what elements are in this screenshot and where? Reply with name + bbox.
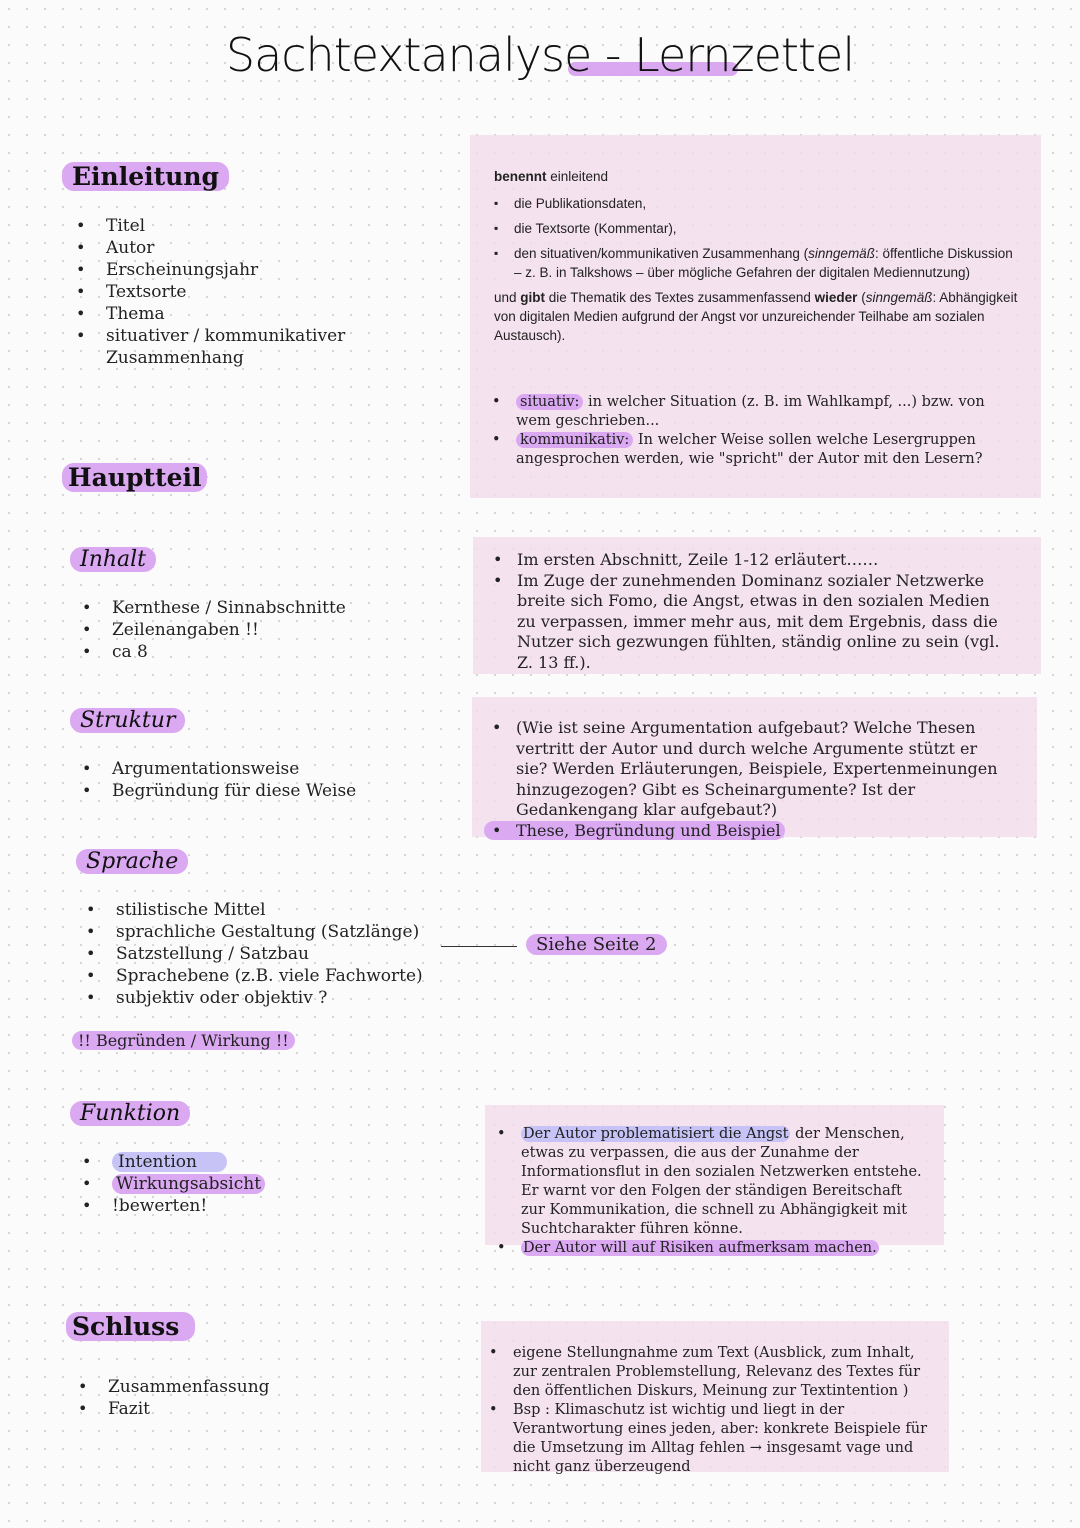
- list-item: • Der Autor will auf Risiken aufmerksam machen.: [497, 1239, 927, 1258]
- list-item: • Kernthese / Sinnabschnitte: [82, 597, 382, 619]
- list-item: • (Wie ist seine Argumentation aufgebaut? Welche Thesen vertritt der Autor und durch welche Argumente stützt er sie? Werden Erläuterungen, Beispiele, Expertenmeinungen hinzugezogen? Gibt es Scheinargumente? Ist der Gedankengang klar aufgebaut?): [492, 718, 1012, 821]
- list-schluss: [78, 1376, 378, 1420]
- list-item: • Textsorte: [76, 281, 376, 303]
- list-item: • Wirkungsabsicht: [82, 1173, 382, 1195]
- kommunikativ-note: • kommunikativ: In welcher Weise sollen welche Lesergruppen angesprochen werden, wie "spricht" der Autor mit den Lesern?: [492, 431, 992, 469]
- list-item: • Thema: [76, 303, 376, 325]
- list-item: • stilistische Mittel: [86, 899, 426, 921]
- note-begruenden-wirkung: !! Begründen / Wirkung !!: [72, 1031, 295, 1050]
- list-item: ▪ die Textsorte (Kommentar),: [494, 219, 1024, 238]
- list-item: • sprachliche Gestaltung (Satzlänge): [86, 921, 426, 943]
- list-item: ▪ die Publikationsdaten,: [494, 194, 1024, 213]
- list-item: • Titel: [76, 215, 376, 237]
- situativ-note: • situativ: in welcher Situation (z. B. im Wahlkampf, ...) bzw. von wem geschrieben...: [492, 393, 992, 431]
- list-item: • eigene Stellungnahme zum Text (Ausblick, zum Inhalt, zur zentralen Problemstellung, Relevanz des Textes für den öffentlichen Diskurs, Meinung zur Textintention ): [489, 1344, 929, 1401]
- list-item: • Zeilenangaben !!: [82, 619, 382, 641]
- list-item: • These, Begründung und Beispiel: [492, 821, 1012, 842]
- list-item: • Zusammenfassung: [78, 1376, 378, 1398]
- heading-inhalt: Inhalt: [70, 547, 156, 572]
- list-item: • situativer / kommunikativer Zusammenhang: [76, 325, 376, 369]
- list-funktion: [82, 1151, 382, 1217]
- list-item: • Fazit: [78, 1398, 378, 1420]
- heading-schluss: Schluss: [66, 1312, 195, 1341]
- box-paragraph: und gibt die Thematik des Textes zusammenfassend wieder (sinngemäß: Abhängigkeit von digitalen Medien aufgrund der Angst vor unzureichender Teilhabe am sozialen Austausch).: [494, 290, 1018, 343]
- list-item: ▪ den situativen/kommunikativen Zusammenhang (sinngemäß: öffentliche Diskussion – z. B. in Talkshows – über mögliche Gefahren der digitalen Mediennutzung): [494, 244, 1024, 282]
- heading-sprache: Sprache: [76, 849, 188, 874]
- heading-funktion: Funktion: [70, 1101, 190, 1126]
- list-item: • Erscheinungsjahr: [76, 259, 376, 281]
- list-einleitung: [76, 215, 376, 369]
- list-inhalt: [82, 597, 382, 663]
- list-item: • Der Autor problematisiert die Angst der Menschen, etwas zu verpassen, die aus der Zunahme der Informationsflut in den sozialen Netzwerken entstehe. Er warnt vor den Folgen der ständigen Bereitschaft zur Kommunikation, die schnell zu Abhängigkeit mit Suchtcharakter führen könne.: [497, 1125, 927, 1239]
- list-item: • ca 8: [82, 641, 382, 663]
- connector-line: [441, 946, 517, 947]
- list-item: • Begründung für diese Weise: [82, 780, 382, 802]
- list-item: • Satzstellung / Satzbau: [86, 943, 426, 965]
- page-title: Sachtextanalyse - Lernzettel: [225, 28, 855, 82]
- box-struktur: [472, 697, 1037, 840]
- list-item: • Autor: [76, 237, 376, 259]
- heading-einleitung: Einleitung: [62, 162, 229, 191]
- box-inhalt: [473, 537, 1041, 674]
- box-intro: benennt einleitend: [494, 169, 609, 184]
- list-item: • Bsp : Klimaschutz ist wichtig und liegt in der Verantwortung eines jeden, aber: konkrete Beispiele für die Umsetzung im Alltag fehlen → insgesamt vage und nicht ganz überzeugend: [489, 1401, 929, 1477]
- box-einleitung: [470, 135, 1041, 498]
- heading-struktur: Struktur: [70, 708, 185, 733]
- box-funktion: [485, 1105, 944, 1256]
- list-item: • Im Zuge der zunehmenden Dominanz sozialer Netzwerke breite sich Fomo, die Angst, etwas in den sozialen Medien zu verpassen, immer mehr aus, mit dem Ergebnis, dass die Nutzer sich gezwungen fühlten, ständig online zu sein (vgl. Z. 13 ff.).: [493, 571, 1013, 674]
- link-siehe-seite-2[interactable]: Siehe Seite 2: [526, 934, 667, 955]
- list-item: • Im ersten Abschnitt, Zeile 1-12 erläutert……: [493, 550, 1013, 571]
- list-item: • Argumentationsweise: [82, 758, 382, 780]
- list-sprache: [86, 899, 426, 1009]
- list-item: • Intention: [82, 1151, 382, 1173]
- list-item: • Sprachebene (z.B. viele Fachworte): [86, 965, 426, 987]
- list-struktur: [82, 758, 382, 802]
- list-item: • !bewerten!: [82, 1195, 382, 1217]
- heading-hauptteil: Hauptteil: [62, 463, 207, 492]
- box-schluss: [481, 1321, 949, 1475]
- list-item: • subjektiv oder objektiv ?: [86, 987, 426, 1009]
